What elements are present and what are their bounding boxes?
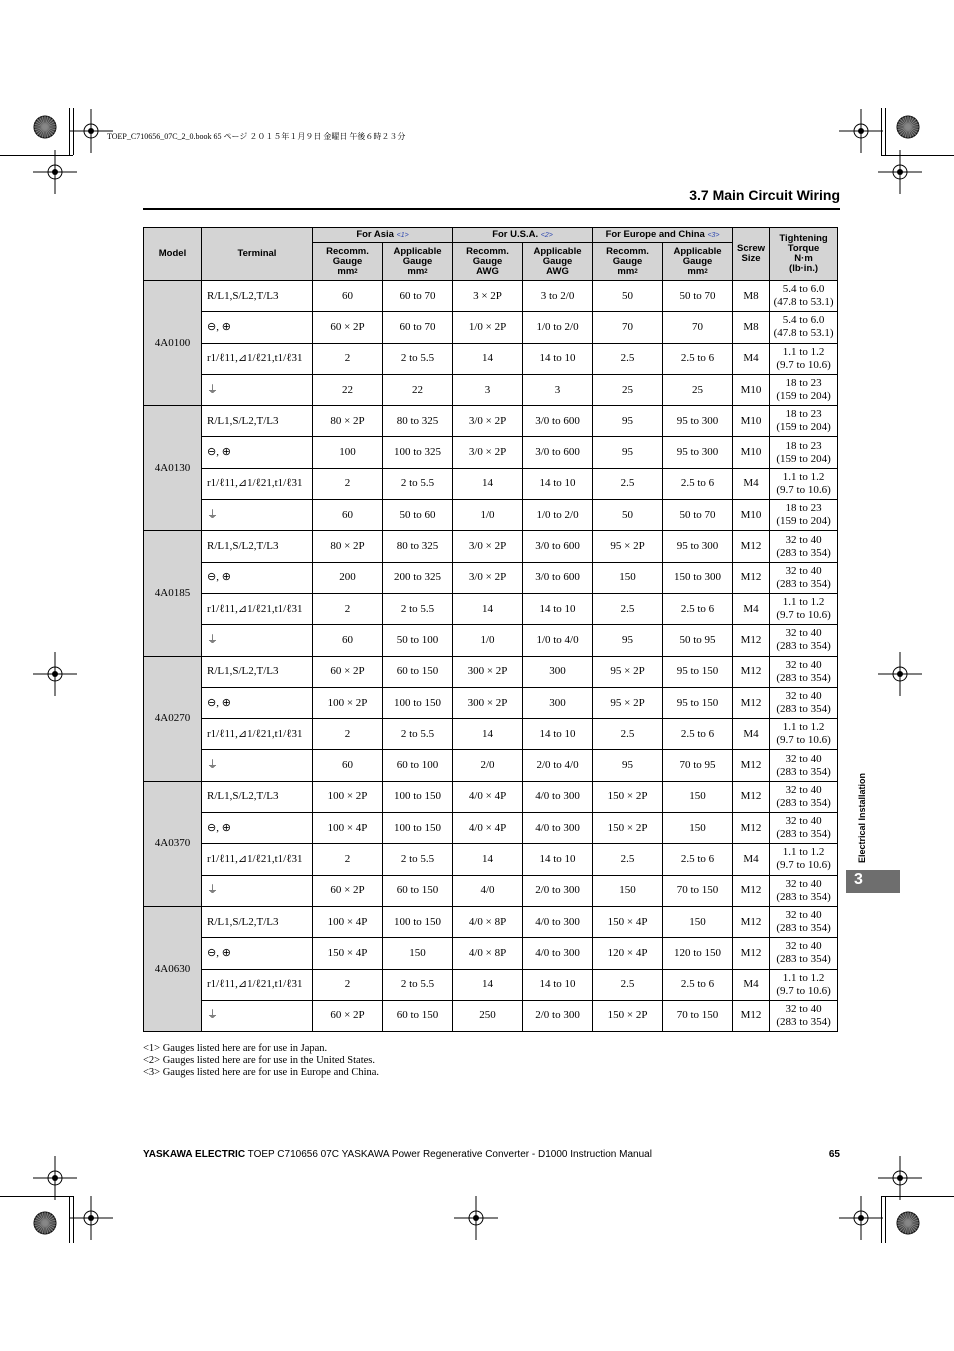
value-cell: 150 × 4P [313,938,383,969]
value-cell: 60 to 150 [383,656,453,687]
table-row [144,750,838,781]
register-disc-icon [896,115,920,139]
value-cell: 250 [453,1000,523,1031]
value-cell: 4/0 × 8P [453,938,523,969]
value-cell: 1/0 to 2/0 [523,312,593,343]
torque-cell: 32 to 40 (283 to 354) [770,687,838,718]
value-cell: 95 to 150 [663,687,733,718]
value-cell: 100 × 4P [313,906,383,937]
table-row [144,875,838,906]
value-cell: 1/0 [453,625,523,656]
value-cell: 2 to 5.5 [383,719,453,750]
torque-cell: 1.1 to 1.2 (9.7 to 10.6) [770,844,838,875]
wire-gauge-table [143,227,838,1032]
value-cell: M10 [733,406,770,437]
value-cell: 2.5 to 6 [663,593,733,624]
value-cell: 2.5 [593,969,663,1000]
value-cell: 80 × 2P [313,406,383,437]
value-cell: 150 [663,813,733,844]
value-cell: 4/0 × 4P [453,813,523,844]
value-cell: 1/0 × 2P [453,312,523,343]
torque-cell: 1.1 to 1.2 (9.7 to 10.6) [770,468,838,499]
value-cell: 22 [383,374,453,405]
value-cell: 4/0 × 8P [453,906,523,937]
torque-cell: 32 to 40 (283 to 354) [770,625,838,656]
value-cell: 60 × 2P [313,1000,383,1031]
terminal-cell: ⏚ [202,875,313,906]
value-cell: 150 × 2P [593,813,663,844]
torque-cell: 1.1 to 1.2 (9.7 to 10.6) [770,343,838,374]
table-row [144,374,838,405]
value-cell: 120 to 150 [663,938,733,969]
crosshair-mark-icon [33,652,77,696]
note-3: <3> Gauges listed here are for use in Europe and China. [143,1067,380,1078]
value-cell: 3 [523,374,593,405]
value-cell: 14 [453,969,523,1000]
header-screw-size: Screw Size [733,228,770,281]
table-row [144,312,838,343]
value-cell: 2/0 [453,750,523,781]
value-cell: 50 to 95 [663,625,733,656]
terminal-cell: ⏚ [202,750,313,781]
torque-cell: 32 to 40 (283 to 354) [770,781,838,812]
table-row [144,906,838,937]
ref-usa: <2> [540,231,553,239]
value-cell: M12 [733,938,770,969]
value-cell: M12 [733,906,770,937]
terminal-cell: ⏚ [202,1000,313,1031]
value-cell: 2.5 [593,343,663,374]
table-row [144,781,838,812]
value-cell: 200 [313,562,383,593]
value-cell: 2.5 to 6 [663,468,733,499]
terminal-cell: R/L1,S/L2,T/L3 [202,406,313,437]
value-cell: 3/0 × 2P [453,562,523,593]
ref-asia: <1> [396,231,409,239]
value-cell: 14 [453,719,523,750]
note-2: <2> Gauges listed here are for use in the United States. [143,1055,375,1066]
value-cell: 2.5 [593,844,663,875]
value-cell: 60 × 2P [313,875,383,906]
value-cell: 14 [453,468,523,499]
table-row [144,656,838,687]
table-row [144,343,838,374]
value-cell: M12 [733,813,770,844]
value-cell: 120 × 4P [593,938,663,969]
terminal-cell: R/L1,S/L2,T/L3 [202,531,313,562]
value-cell: 4/0 [453,875,523,906]
side-label: Electrical Installation [857,772,867,864]
value-cell: 2.5 to 6 [663,719,733,750]
value-cell: 95 [593,437,663,468]
table-notes [143,1043,379,1079]
value-cell: 95 [593,406,663,437]
value-cell: 25 [663,374,733,405]
value-cell: 50 [593,500,663,531]
torque-cell: 32 to 40 (283 to 354) [770,906,838,937]
header-europe: For Europe and China <3> [593,228,733,243]
crosshair-mark-icon [839,109,883,153]
value-cell: 80 to 325 [383,531,453,562]
table-row [144,281,838,312]
value-cell: 150 × 2P [593,1000,663,1031]
value-cell: 4/0 to 300 [523,813,593,844]
terminal-cell: ⊖, ⊕ [202,562,313,593]
register-disc-icon [33,115,57,139]
chapter-tab: 3 [846,870,900,893]
header-usa: For U.S.A. <2> [453,228,593,243]
header-model: Model [144,228,202,281]
torque-cell: 1.1 to 1.2 (9.7 to 10.6) [770,969,838,1000]
torque-cell: 18 to 23 (159 to 204) [770,437,838,468]
value-cell: 300 [523,687,593,718]
header-europe-applicable: Applicable Gauge $mm^2$ [663,243,733,281]
torque-cell: 32 to 40 (283 to 354) [770,562,838,593]
header-europe-recomm: Recomm. Gauge $mm^2$ [593,243,663,281]
table-body [144,281,838,1032]
torque-cell: 32 to 40 (283 to 354) [770,656,838,687]
value-cell: 25 [593,374,663,405]
terminal-cell: r1/ℓ11,⊿1/ℓ21,t1/ℓ31 [202,343,313,374]
value-cell: M4 [733,844,770,875]
torque-cell: 1.1 to 1.2 (9.7 to 10.6) [770,593,838,624]
torque-cell: 32 to 40 (283 to 354) [770,1000,838,1031]
value-cell: M10 [733,437,770,468]
value-cell: 2 [313,844,383,875]
model-cell: 4A0100 [144,281,202,406]
value-cell: M12 [733,750,770,781]
value-cell: M12 [733,531,770,562]
title-rule [143,208,840,210]
value-cell: 95 to 300 [663,406,733,437]
value-cell: 3 [453,374,523,405]
torque-cell: 1.1 to 1.2 (9.7 to 10.6) [770,719,838,750]
value-cell: M4 [733,969,770,1000]
table-row [144,625,838,656]
torque-cell: 32 to 40 (283 to 354) [770,531,838,562]
value-cell: 60 to 70 [383,281,453,312]
value-cell: 95 [593,625,663,656]
value-cell: 70 to 150 [663,1000,733,1031]
value-cell: 14 to 10 [523,969,593,1000]
value-cell: 2.5 to 6 [663,969,733,1000]
terminal-cell: ⏚ [202,625,313,656]
value-cell: 50 to 70 [663,281,733,312]
header-asia-applicable: Applicable Gauge $mm^2$ [383,243,453,281]
value-cell: 150 to 300 [663,562,733,593]
value-cell: 2.5 [593,468,663,499]
terminal-cell: ⊖, ⊕ [202,687,313,718]
value-cell: 60 to 100 [383,750,453,781]
torque-cell: 18 to 23 (159 to 204) [770,500,838,531]
table-row [144,938,838,969]
header-asia: For Asia <1> [313,228,453,243]
torque-cell: 18 to 23 (159 to 204) [770,406,838,437]
table-row [144,593,838,624]
value-cell: M4 [733,719,770,750]
model-cell: 4A0270 [144,656,202,781]
value-cell: 60 to 70 [383,312,453,343]
value-cell: 3/0 × 2P [453,437,523,468]
header-asia-recomm: Recomm. Gauge $mm^2$ [313,243,383,281]
value-cell: 3/0 to 600 [523,437,593,468]
value-cell: 3 to 2/0 [523,281,593,312]
value-cell: M12 [733,781,770,812]
value-cell: 100 to 150 [383,781,453,812]
crosshair-mark-icon [454,1196,498,1240]
value-cell: 150 [663,906,733,937]
model-cell: 4A0370 [144,781,202,906]
table-row [144,437,838,468]
value-cell: 3/0 to 600 [523,562,593,593]
value-cell: 2 to 5.5 [383,969,453,1000]
torque-cell: 32 to 40 (283 to 354) [770,938,838,969]
value-cell: 14 to 10 [523,844,593,875]
terminal-cell: ⊖, ⊕ [202,938,313,969]
table-row [144,969,838,1000]
terminal-cell: R/L1,S/L2,T/L3 [202,281,313,312]
value-cell: 4/0 to 300 [523,781,593,812]
value-cell: 2 [313,719,383,750]
terminal-cell: r1/ℓ11,⊿1/ℓ21,t1/ℓ31 [202,844,313,875]
table-row [144,1000,838,1031]
terminal-cell: ⊖, ⊕ [202,813,313,844]
value-cell: 2 to 5.5 [383,468,453,499]
register-disc-icon [896,1211,920,1235]
terminal-cell: R/L1,S/L2,T/L3 [202,781,313,812]
crosshair-mark-icon [878,1156,922,1200]
crosshair-mark-icon [69,1196,113,1240]
value-cell: 150 × 4P [593,906,663,937]
value-cell: 100 × 2P [313,687,383,718]
value-cell: 60 to 150 [383,875,453,906]
value-cell: 100 × 2P [313,781,383,812]
value-cell: 1/0 to 2/0 [523,500,593,531]
header-usa-applicable: Applicable Gauge AWG [523,243,593,281]
value-cell: M12 [733,625,770,656]
value-cell: 60 to 150 [383,1000,453,1031]
value-cell: 2 to 5.5 [383,844,453,875]
table-row [144,500,838,531]
value-cell: 60 × 2P [313,656,383,687]
value-cell: 4/0 to 300 [523,906,593,937]
value-cell: 50 to 100 [383,625,453,656]
value-cell: 2.5 [593,593,663,624]
value-cell: 95 to 300 [663,531,733,562]
value-cell: 200 to 325 [383,562,453,593]
torque-cell: 18 to 23 (159 to 204) [770,374,838,405]
value-cell: 300 × 2P [453,687,523,718]
footer-brand: YASKAWA ELECTRIC [143,1149,246,1160]
value-cell: 150 [593,875,663,906]
value-cell: 95 × 2P [593,656,663,687]
value-cell: M4 [733,593,770,624]
value-cell: 50 [593,281,663,312]
table-row [144,531,838,562]
value-cell: 14 [453,343,523,374]
value-cell: 1/0 [453,500,523,531]
value-cell: 95 to 300 [663,437,733,468]
value-cell: 3 × 2P [453,281,523,312]
value-cell: M12 [733,656,770,687]
value-cell: 3/0 × 2P [453,531,523,562]
crosshair-mark-icon [33,150,77,194]
terminal-cell: R/L1,S/L2,T/L3 [202,656,313,687]
table-row [144,468,838,499]
value-cell: 14 to 10 [523,593,593,624]
value-cell: 70 to 150 [663,875,733,906]
terminal-cell: ⊖, ⊕ [202,437,313,468]
header-usa-recomm: Recomm. Gauge AWG [453,243,523,281]
value-cell: 100 to 150 [383,906,453,937]
register-disc-icon [33,1211,57,1235]
value-cell: 2 [313,343,383,374]
value-cell: 150 [663,781,733,812]
value-cell: 14 to 10 [523,343,593,374]
value-cell: M12 [733,562,770,593]
value-cell: 150 [593,562,663,593]
ref-europe: <3> [707,231,720,239]
model-cell: 4A0130 [144,406,202,531]
value-cell: 2.5 to 6 [663,343,733,374]
table-row [144,406,838,437]
value-cell: M12 [733,875,770,906]
value-cell: 2 [313,468,383,499]
page-number: 65 [828,1149,840,1160]
value-cell: 2.5 to 6 [663,844,733,875]
value-cell: M8 [733,312,770,343]
value-cell: 4/0 to 300 [523,938,593,969]
table-row [144,844,838,875]
value-cell: M12 [733,1000,770,1031]
table-row [144,562,838,593]
value-cell: 80 to 325 [383,406,453,437]
value-cell: 150 [383,938,453,969]
footer-text: YASKAWA ELECTRIC TOEP C710656 07C YASKAWA Power Regenerative Converter - D1000 Instruction Manual [143,1149,652,1160]
torque-cell: 32 to 40 (283 to 354) [770,750,838,781]
terminal-cell: r1/ℓ11,⊿1/ℓ21,t1/ℓ31 [202,719,313,750]
value-cell: 2.5 [593,719,663,750]
torque-cell: 5.4 to 6.0 (47.8 to 53.1) [770,312,838,343]
value-cell: 60 [313,625,383,656]
value-cell: 4/0 × 4P [453,781,523,812]
value-cell: M4 [733,468,770,499]
value-cell: 14 [453,844,523,875]
header-torque: Tightening Torque N·m (lb·in.) [770,228,838,281]
value-cell: 100 [313,437,383,468]
value-cell: 80 × 2P [313,531,383,562]
value-cell: 300 × 2P [453,656,523,687]
model-cell: 4A0630 [144,906,202,1031]
value-cell: 2 [313,969,383,1000]
value-cell: 100 × 4P [313,813,383,844]
terminal-cell: r1/ℓ11,⊿1/ℓ21,t1/ℓ31 [202,468,313,499]
terminal-cell: R/L1,S/L2,T/L3 [202,906,313,937]
value-cell: 95 × 2P [593,687,663,718]
value-cell: 1/0 to 4/0 [523,625,593,656]
table-row [144,687,838,718]
value-cell: 3/0 to 600 [523,531,593,562]
torque-cell: 32 to 40 (283 to 354) [770,875,838,906]
value-cell: 50 to 70 [663,500,733,531]
table-row [144,719,838,750]
value-cell: 2 to 5.5 [383,343,453,374]
value-cell: M8 [733,281,770,312]
value-cell: M10 [733,374,770,405]
torque-cell: 5.4 to 6.0 (47.8 to 53.1) [770,281,838,312]
book-file-line: TOEP_C710656_07C_2_0.book 65 ページ ２０１５年１月９日 金曜日 午後６時２３分 [107,132,406,141]
value-cell: 14 [453,593,523,624]
value-cell: 2/0 to 300 [523,1000,593,1031]
value-cell: 2/0 to 4/0 [523,750,593,781]
value-cell: 300 [523,656,593,687]
header-terminal: Terminal [202,228,313,281]
crosshair-mark-icon [839,1196,883,1240]
value-cell: 100 to 150 [383,813,453,844]
value-cell: 100 to 325 [383,437,453,468]
value-cell: 150 × 2P [593,781,663,812]
value-cell: 60 [313,500,383,531]
value-cell: 60 [313,750,383,781]
value-cell: 2 to 5.5 [383,593,453,624]
value-cell: 60 [313,281,383,312]
value-cell: 95 to 150 [663,656,733,687]
value-cell: 95 × 2P [593,531,663,562]
value-cell: 3/0 × 2P [453,406,523,437]
section-title: 3.7 Main Circuit Wiring [689,187,840,203]
value-cell: 50 to 60 [383,500,453,531]
value-cell: 70 [593,312,663,343]
terminal-cell: ⊖, ⊕ [202,312,313,343]
value-cell: M4 [733,343,770,374]
value-cell: 2 [313,593,383,624]
value-cell: 70 [663,312,733,343]
value-cell: M12 [733,687,770,718]
value-cell: 70 to 95 [663,750,733,781]
table-row [144,813,838,844]
torque-cell: 32 to 40 (283 to 354) [770,813,838,844]
value-cell: M10 [733,500,770,531]
value-cell: 14 to 10 [523,719,593,750]
value-cell: 3/0 to 600 [523,406,593,437]
crosshair-mark-icon [878,150,922,194]
terminal-cell: r1/ℓ11,⊿1/ℓ21,t1/ℓ31 [202,593,313,624]
terminal-cell: ⏚ [202,500,313,531]
value-cell: 95 [593,750,663,781]
model-cell: 4A0185 [144,531,202,656]
value-cell: 22 [313,374,383,405]
value-cell: 14 to 10 [523,468,593,499]
terminal-cell: ⏚ [202,374,313,405]
crosshair-mark-icon [33,1156,77,1200]
note-1: <1> Gauges listed here are for use in Japan. [143,1043,328,1054]
value-cell: 60 × 2P [313,312,383,343]
crosshair-mark-icon [878,652,922,696]
value-cell: 2/0 to 300 [523,875,593,906]
terminal-cell: r1/ℓ11,⊿1/ℓ21,t1/ℓ31 [202,969,313,1000]
value-cell: 100 to 150 [383,687,453,718]
